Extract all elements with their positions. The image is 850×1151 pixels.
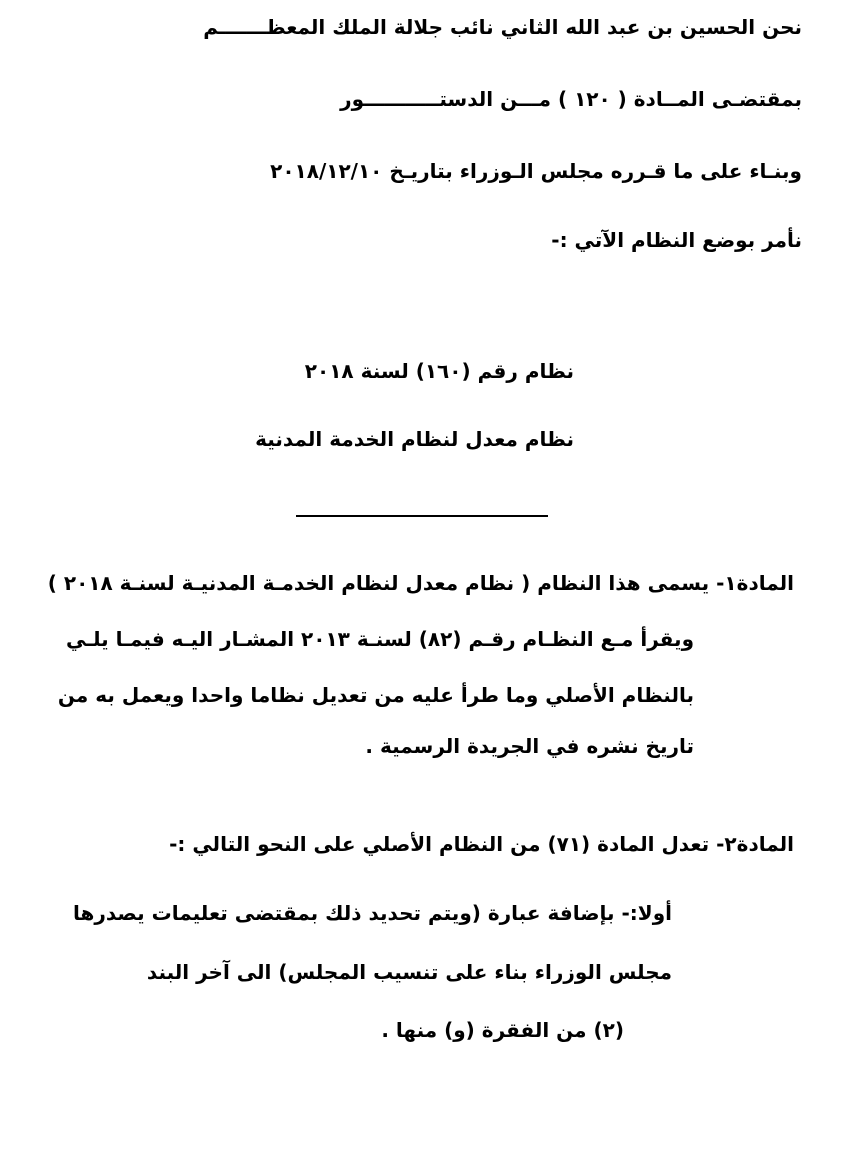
article-1-line-3: بالنظام الأصلي وما طرأ عليه من تعديل نظاما واحدا ويعمل به من xyxy=(57,683,694,707)
title-divider xyxy=(296,515,548,517)
preamble-line-2: بمقتضـى المــادة ( ١٢٠ ) مـــن الدستـــــــــــور xyxy=(340,87,802,111)
preamble-line-1: نحن الحسين بن عبد الله الثاني نائب جلالة الملك المعظـــــــم xyxy=(203,15,802,39)
regulation-number-title: نظام رقم (١٦٠) لسنة ٢٠١٨ xyxy=(304,359,574,383)
article-2-heading: المادة٢- تعدل المادة (٧١) من النظام الأصلي على النحو التالي :- xyxy=(169,832,794,856)
preamble-line-3: وبنـاء على ما قـرره مجلس الـوزراء بتاريـخ ٢٠١٨/١٢/١٠ xyxy=(270,159,802,183)
article-2-clause-line-3: (٢) من الفقرة (و) منها . xyxy=(381,1018,624,1042)
preamble-line-4: نأمر بوضع النظام الآتي :- xyxy=(551,228,802,252)
article-2-clause-line-2: مجلس الوزراء بناء على تنسيب المجلس) الى آخر البند xyxy=(146,960,672,984)
article-1-line-4: تاريخ نشره في الجريدة الرسمية . xyxy=(365,734,694,758)
article-1-line-1: المادة١- يسمى هذا النظام ( نظام معدل لنظام الخدمـة المدنيـة لسنـة ٢٠١٨ ) xyxy=(47,571,794,595)
regulation-name-title: نظام معدل لنظام الخدمة المدنية xyxy=(255,427,574,451)
article-2-clause-line-1: أولا:- بإضافة عبارة (ويتم تحديد ذلك بمقتضى تعليمات يصدرها xyxy=(72,901,672,925)
article-1-line-2: ويقرأ مـع النظـام رقـم (٨٢) لسنـة ٢٠١٣ المشـار اليـه فيمـا يلـي xyxy=(65,627,694,651)
